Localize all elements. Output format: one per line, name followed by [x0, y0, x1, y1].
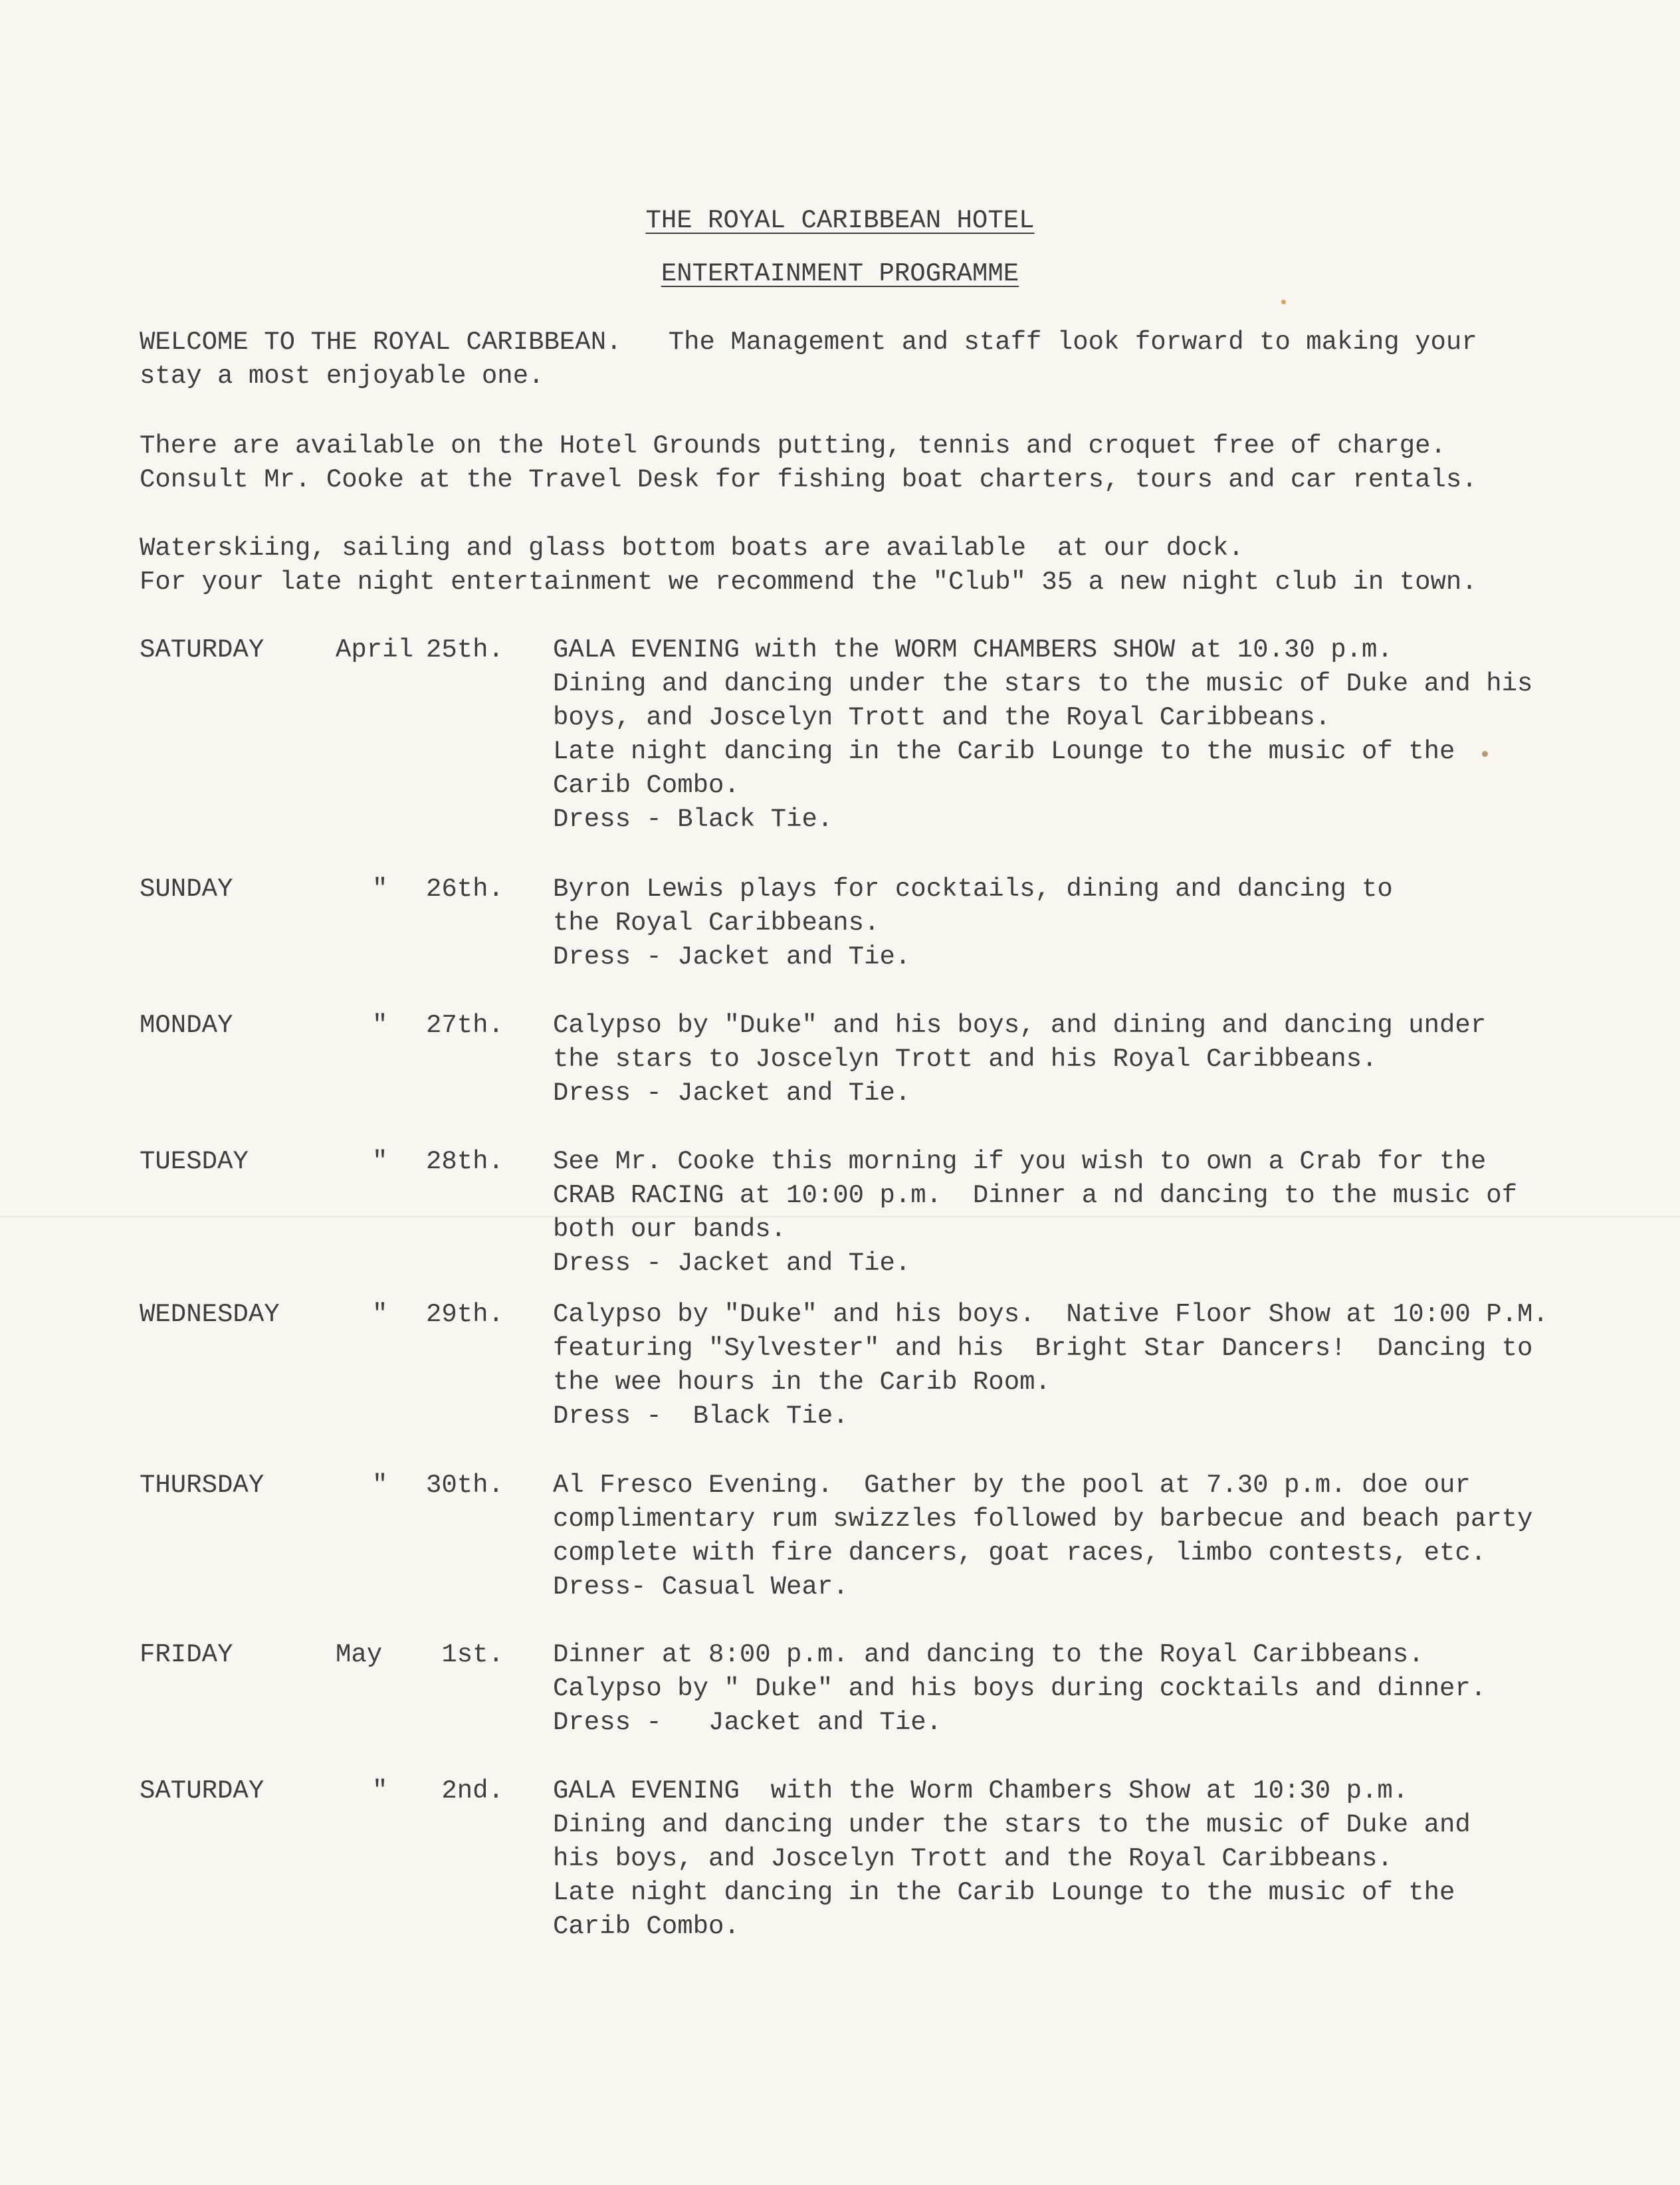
schedule-day: SATURDAY: [140, 635, 264, 665]
document-title: THE ROYAL CARIBBEAN HOTEL: [645, 206, 1035, 235]
schedule-details: [553, 1145, 1669, 1281]
schedule-detail-line: Dress - Jacket and Tie.: [553, 942, 911, 972]
intro-line: Consult Mr. Cooke at the Travel Desk for fishing boat charters, tours and car rentals.: [140, 465, 1477, 494]
intro-line: stay a most enjoyable one.: [140, 362, 544, 391]
schedule-details: [553, 1298, 1669, 1433]
schedule-detail-line: GALA EVENING with the WORM CHAMBERS SHOW at 10.30 p.m.: [553, 635, 1393, 665]
schedule-detail-line: boys, and Joscelyn Trott and the Royal Caribbeans.: [553, 703, 1331, 732]
schedule-date: 25th.: [425, 635, 504, 665]
schedule-details: [553, 1638, 1669, 1740]
schedule-details: [553, 873, 1669, 974]
schedule-detail-line: See Mr. Cooke this morning if you wish to own a Crab for the: [553, 1147, 1487, 1176]
intro-line: WELCOME TO THE ROYAL CARIBBEAN. The Management and staff look forward to making your: [140, 328, 1477, 357]
schedule-detail-line: the stars to Joscelyn Trott and his Royal Caribbeans.: [553, 1045, 1378, 1074]
schedule-detail-line: Al Fresco Evening. Gather by the pool at 7.30 p.m. doe our: [553, 1471, 1471, 1500]
schedule-detail-line: the Royal Caribbeans.: [553, 908, 880, 938]
intro-paragraph-amenities: [140, 429, 1622, 497]
document-subtitle: ENTERTAINMENT PROGRAMME: [661, 259, 1019, 288]
schedule-day: SUNDAY: [140, 875, 233, 904]
schedule-date: 28th.: [425, 1147, 504, 1176]
schedule-detail-line: his boys, and Joscelyn Trott and the Royal Caribbeans.: [553, 1844, 1393, 1873]
schedule-detail-line: Dress - Jacket and Tie.: [553, 1079, 911, 1108]
schedule-detail-line: Carib Combo.: [553, 771, 740, 800]
schedule-detail-line: Byron Lewis plays for cocktails, dining and dancing to: [553, 875, 1393, 904]
schedule-day: THURSDAY: [140, 1471, 264, 1500]
schedule-detail-line: Calypso by "Duke" and his boys. Native Floor Show at 10:00 P.M.: [553, 1300, 1548, 1329]
schedule-date: 1st.: [441, 1640, 504, 1669]
schedule-detail-line: Dress - Jacket and Tie.: [553, 1249, 911, 1278]
schedule-detail-line: Dress - Black Tie.: [553, 1402, 849, 1431]
schedule-day: WEDNESDAY: [140, 1300, 280, 1329]
schedule-detail-line: CRAB RACING at 10:00 p.m. Dinner a nd dancing to the music of: [553, 1181, 1518, 1210]
intro-line: There are available on the Hotel Grounds putting, tennis and croquet free of charge.: [140, 431, 1446, 461]
schedule-detail-line: both our bands.: [553, 1215, 787, 1244]
schedule-date: 26th.: [425, 875, 504, 904]
schedule-detail-line: Calypso by "Duke" and his boys, and dining and dancing under: [553, 1011, 1487, 1040]
intro-paragraph-watersports: [140, 532, 1622, 599]
schedule-details: [553, 1009, 1669, 1110]
schedule-detail-line: Dress - Black Tie.: [553, 805, 833, 834]
schedule-day: MONDAY: [140, 1011, 233, 1040]
schedule-month-ditto: ": [372, 1776, 388, 1806]
schedule-details: [553, 633, 1669, 837]
intro-paragraph-welcome: [140, 326, 1622, 393]
schedule-month-ditto: ": [372, 875, 388, 904]
schedule-detail-line: Calypso by " Duke" and his boys during cocktails and dinner.: [553, 1674, 1487, 1703]
schedule-detail-line: featuring "Sylvester" and his Bright Star Dancers! Dancing to: [553, 1334, 1533, 1363]
schedule-month-ditto: ": [372, 1471, 388, 1500]
schedule-date: 29th.: [425, 1300, 504, 1329]
schedule-detail-line: Late night dancing in the Carib Lounge to the music of the: [553, 1878, 1455, 1907]
schedule-month-ditto: ": [372, 1011, 388, 1040]
schedule-detail-line: Carib Combo.: [553, 1912, 740, 1941]
schedule-details: [553, 1469, 1669, 1604]
schedule-detail-line: Late night dancing in the Carib Lounge to the music of the: [553, 737, 1455, 766]
schedule-date: 30th.: [425, 1471, 504, 1500]
schedule-detail-line: Dinner at 8:00 p.m. and dancing to the Royal Caribbeans.: [553, 1640, 1424, 1669]
schedule-day: SATURDAY: [140, 1776, 264, 1806]
paper-speck: [1281, 300, 1286, 304]
schedule-detail-line: GALA EVENING with the Worm Chambers Show at 10:30 p.m.: [553, 1776, 1409, 1806]
schedule-detail-line: the wee hours in the Carib Room.: [553, 1368, 1051, 1397]
schedule-month-ditto: ": [372, 1147, 388, 1176]
schedule-month: April: [336, 635, 414, 665]
schedule-detail-line: complimentary rum swizzles followed by barbecue and beach party: [553, 1505, 1533, 1534]
schedule-detail-line: complete with fire dancers, goat races, limbo contests, etc.: [553, 1538, 1487, 1568]
schedule-detail-line: Dress- Casual Wear.: [553, 1572, 849, 1602]
schedule-date: 27th.: [425, 1011, 504, 1040]
schedule-detail-line: Dress - Jacket and Tie.: [553, 1708, 942, 1737]
intro-line: For your late night entertainment we recommend the "Club" 35 a new night club in town.: [140, 568, 1477, 597]
schedule-day: FRIDAY: [140, 1640, 233, 1669]
schedule-month: May: [336, 1640, 383, 1669]
schedule-month-ditto: ": [372, 1300, 388, 1329]
schedule-date: 2nd.: [441, 1776, 504, 1806]
schedule-day: TUESDAY: [140, 1147, 249, 1176]
schedule-detail-line: Dining and dancing under the stars to the music of Duke and his: [553, 669, 1533, 698]
intro-line: Waterskiing, sailing and glass bottom boats are available at our dock.: [140, 534, 1244, 563]
schedule-detail-line: Dining and dancing under the stars to the music of Duke and: [553, 1810, 1471, 1839]
schedule-details: [553, 1774, 1669, 1944]
